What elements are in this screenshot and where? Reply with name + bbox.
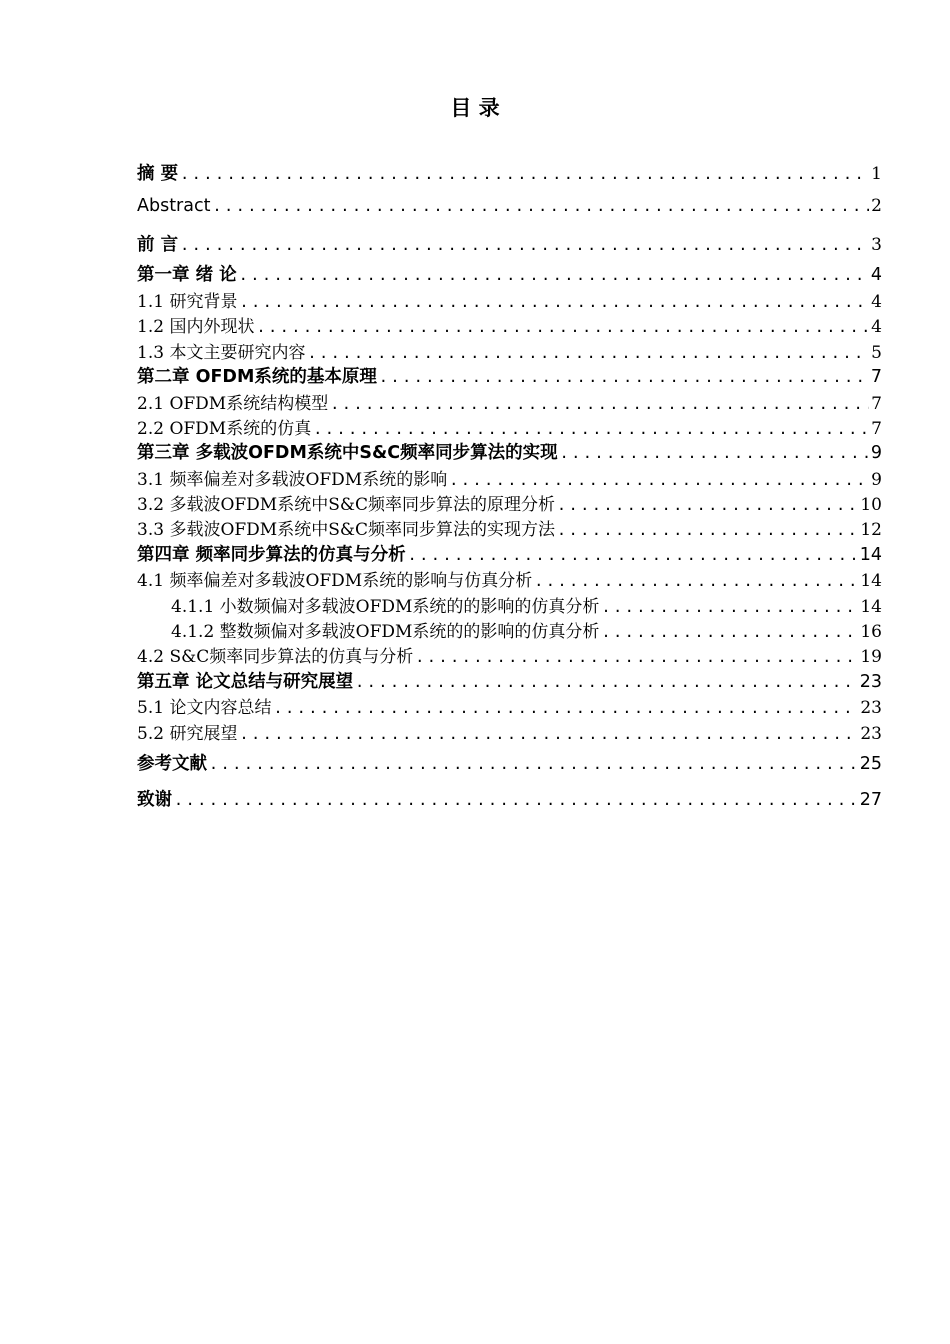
toc-leader-dots <box>174 791 858 809</box>
toc-entry-label: 1.1 研究背景 <box>137 292 238 312</box>
toc-entry-references[interactable] <box>137 750 882 775</box>
toc-entry-chapter-4[interactable] <box>137 541 882 566</box>
toc-entry-label: 4.2 S&C频率同步算法的仿真与分析 <box>137 647 414 667</box>
toc-leader-dots <box>180 236 869 254</box>
toc-page-number: 14 <box>860 571 882 591</box>
toc-leader-dots <box>379 368 869 386</box>
toc-entry-label: 1.2 国内外现状 <box>137 317 255 337</box>
toc-page-number: 4 <box>871 292 882 312</box>
toc-entry-preface[interactable] <box>137 231 882 256</box>
toc-leader-dots <box>273 699 858 717</box>
toc-entry-chapter-5[interactable] <box>137 668 882 693</box>
toc-entry-chapter-3[interactable] <box>137 439 882 464</box>
toc-leader-dots <box>180 165 869 183</box>
toc-entry-section-3-2[interactable] <box>137 490 882 515</box>
toc-entry-section-5-2[interactable] <box>137 719 882 744</box>
toc-page-number: 4 <box>871 317 882 337</box>
toc-leader-dots <box>560 444 869 462</box>
toc-entry-label: 3.1 频率偏差对多载波OFDM系统的影响 <box>137 470 448 490</box>
toc-entry-label: 2.2 OFDM系统的仿真 <box>137 419 312 439</box>
toc-page-number: 4 <box>870 265 882 285</box>
toc-page-number: 16 <box>860 622 882 642</box>
toc-page-number: 7 <box>870 367 882 387</box>
toc-entry-label: Abstract <box>137 196 211 216</box>
toc-entry-chapter-1[interactable] <box>137 261 882 286</box>
toc-leader-dots <box>307 344 869 362</box>
toc-leader-dots <box>239 266 869 284</box>
toc-entry-abstract-en[interactable] <box>137 196 882 216</box>
page-title: 目 录 <box>450 96 500 120</box>
toc-leader-dots <box>239 293 869 311</box>
toc-entry-label: 3.2 多载波OFDM系统中S&C频率同步算法的原理分析 <box>137 495 555 515</box>
toc-leader-dots <box>256 318 869 336</box>
toc-leader-dots <box>313 420 869 438</box>
toc-entry-label: 第一章 绪 论 <box>137 265 237 285</box>
toc-page-number: 3 <box>871 235 882 255</box>
toc-entry-label: 4.1 频率偏差对多载波OFDM系统的影响与仿真分析 <box>137 571 533 591</box>
toc-leader-dots <box>408 546 858 564</box>
toc-entry-label: 1.3 本文主要研究内容 <box>137 343 306 363</box>
toc-entry-section-3-1[interactable] <box>137 465 882 490</box>
toc-leader-dots <box>330 395 869 413</box>
toc-entry-label: 第五章 论文总结与研究展望 <box>137 672 354 692</box>
toc-entry-label: 4.1.1 小数频偏对多载波OFDM系统的的影响的仿真分析 <box>171 597 600 617</box>
toc-page-number: 14 <box>859 545 882 565</box>
toc-page-number: 27 <box>859 790 882 810</box>
toc-leader-dots <box>601 623 858 641</box>
toc-entry-chapter-2[interactable] <box>137 363 882 388</box>
toc-page-number: 19 <box>860 647 882 667</box>
toc-entry-section-4-2[interactable] <box>137 642 882 667</box>
toc-entry-section-5-1[interactable] <box>137 693 882 718</box>
toc-entry-label: 5.2 研究展望 <box>137 724 238 744</box>
toc-page-number: 7 <box>871 394 882 414</box>
toc-entry-label: 第二章 OFDM系统的基本原理 <box>137 367 377 387</box>
toc-page-number: 9 <box>870 443 882 463</box>
toc-entry-section-3-3[interactable] <box>137 515 882 540</box>
toc-page-number: 25 <box>859 754 882 774</box>
toc-entry-label: 第四章 频率同步算法的仿真与分析 <box>137 545 406 565</box>
toc-page-number: 2 <box>871 196 882 216</box>
toc-entry-abstract-cn[interactable] <box>137 160 882 185</box>
toc-leader-dots <box>601 598 858 616</box>
toc-entry-section-2-2[interactable] <box>137 414 882 439</box>
toc-page-number: 12 <box>860 520 882 540</box>
toc-page-number: 23 <box>860 724 882 744</box>
toc-leader-dots <box>239 725 858 743</box>
toc-entry-section-4-1-1[interactable] <box>171 592 882 617</box>
toc-page-number: 10 <box>860 495 882 515</box>
toc-entry-section-4-1[interactable] <box>137 566 882 591</box>
toc-entry-section-2-1[interactable] <box>137 389 882 414</box>
toc-entry-label: 4.1.2 整数频偏对多载波OFDM系统的的影响的仿真分析 <box>171 622 600 642</box>
toc-page-number: 7 <box>871 419 882 439</box>
toc-page-number: 1 <box>871 164 882 184</box>
toc-entry-section-1-3[interactable] <box>137 338 882 363</box>
toc-entry-acknowledgements[interactable] <box>137 786 882 811</box>
toc-page-number: 9 <box>871 470 882 490</box>
toc-leader-dots <box>209 755 858 773</box>
toc-leader-dots <box>557 496 858 514</box>
toc-page-number: 14 <box>860 597 882 617</box>
toc-entry-label: 前 言 <box>137 235 179 255</box>
toc-entry-label: 5.1 论文内容总结 <box>137 698 272 718</box>
toc-entry-label: 2.1 OFDM系统结构模型 <box>137 394 329 414</box>
toc-entry-section-4-1-2[interactable] <box>171 617 882 642</box>
toc-leader-dots <box>212 197 869 215</box>
toc-page-number: 5 <box>871 343 882 363</box>
toc-entry-label: 3.3 多载波OFDM系统中S&C频率同步算法的实现方法 <box>137 520 555 540</box>
toc-page-number: 23 <box>859 672 882 692</box>
toc-entry-section-1-2[interactable] <box>137 312 882 337</box>
toc-entry-label: 摘 要 <box>137 164 179 184</box>
toc-leader-dots <box>415 648 858 666</box>
toc-entry-label: 第三章 多载波OFDM系统中S&C频率同步算法的实现 <box>137 443 558 463</box>
toc-leader-dots <box>557 521 858 539</box>
toc-entry-section-1-1[interactable] <box>137 287 882 312</box>
toc-entry-label: 致谢 <box>137 790 172 810</box>
toc-leader-dots <box>449 471 869 489</box>
toc-entry-label: 参考文献 <box>137 754 207 774</box>
toc-page-number: 23 <box>860 698 882 718</box>
toc-leader-dots <box>355 673 858 691</box>
toc-leader-dots <box>534 572 858 590</box>
